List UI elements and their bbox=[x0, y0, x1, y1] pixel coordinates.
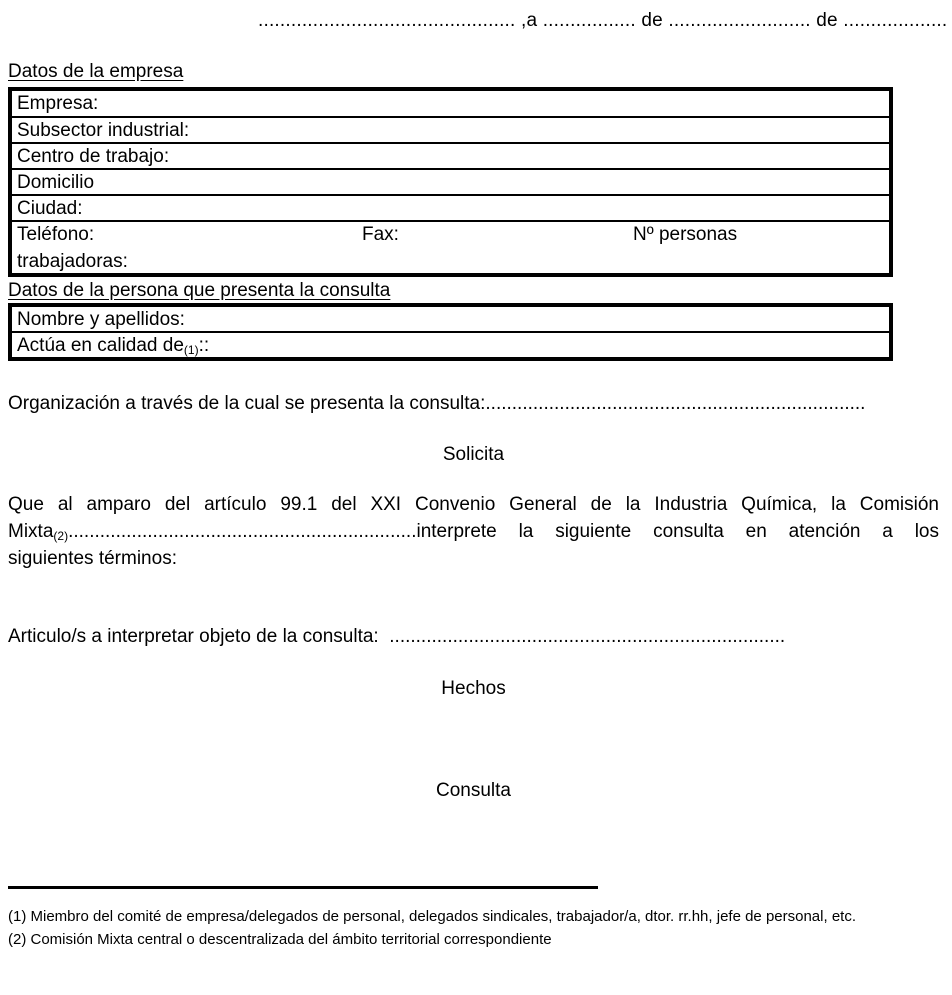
request-paragraph-line3: siguientes términos: bbox=[8, 548, 177, 569]
footnote-ref-1: (1) bbox=[183, 343, 199, 357]
organizacion-blank-line: Organización a través de la cual se presenta la consulta:........................................................................ bbox=[8, 393, 866, 414]
actua-label: Actúa en calidad de bbox=[17, 335, 184, 356]
person-data-table bbox=[8, 303, 893, 361]
table-row-domicilio: Domicilio bbox=[12, 168, 889, 194]
table-row-nombre: Nombre y apellidos: bbox=[17, 309, 185, 330]
solicita-heading: Solicita bbox=[442, 444, 505, 465]
actua-colons: :: bbox=[198, 335, 210, 356]
mixta-blank-and-text: ..................................................................interprete la siguiente consulta en atención a los bbox=[68, 521, 939, 542]
company-data-table bbox=[8, 87, 893, 277]
table-row-ciudad: Ciudad: bbox=[12, 194, 889, 220]
trabajadoras-label: trabajadoras: bbox=[17, 251, 128, 272]
telefono-label: Teléfono: bbox=[17, 224, 95, 245]
footnote-separator-rule bbox=[8, 886, 598, 889]
person-section-heading: Datos de la persona que presenta la consulta bbox=[8, 280, 391, 301]
date-place-blank-line: ............................................... ,a ................. de .......................... de ................... bbox=[258, 10, 948, 31]
consulta-heading: Consulta bbox=[436, 780, 511, 801]
request-paragraph bbox=[8, 491, 939, 572]
mixta-word: Mixta bbox=[8, 521, 54, 542]
company-section-heading: Datos de la empresa bbox=[8, 61, 184, 82]
request-paragraph-line1: Que al amparo del artículo 99.1 del XXI Convenio General de la Industria Química, la Comisión bbox=[8, 494, 939, 515]
table-row-subsector: Subsector industrial: bbox=[12, 116, 889, 142]
hechos-heading: Hechos bbox=[441, 678, 506, 699]
footnote-1: (1) Miembro del comité de empresa/delegados de personal, delegados sindicales, trabajador/a, dtor. rr.hh, jefe de personal, etc. bbox=[8, 908, 856, 925]
articulos-blank-line: Articulo/s a interpretar objeto de la consulta: ........................................................................... bbox=[8, 626, 786, 647]
fax-label: Fax: bbox=[362, 224, 399, 245]
table-row-centro-trabajo: Centro de trabajo: bbox=[12, 142, 889, 168]
table-row-actua-en-calidad bbox=[12, 331, 889, 357]
table-row-telefono-fax-personas bbox=[12, 220, 889, 273]
footnote-ref-2: (2) bbox=[53, 529, 69, 543]
phone-row-line1 bbox=[17, 223, 885, 249]
num-personas-label: Nº personas bbox=[633, 224, 738, 245]
table-row-empresa: Empresa: bbox=[17, 93, 99, 114]
request-paragraph-line2 bbox=[8, 518, 939, 545]
footnote-2: (2) Comisión Mixta central o descentralizada del ámbito territorial correspondiente bbox=[8, 931, 552, 948]
footnotes-block bbox=[8, 905, 948, 951]
